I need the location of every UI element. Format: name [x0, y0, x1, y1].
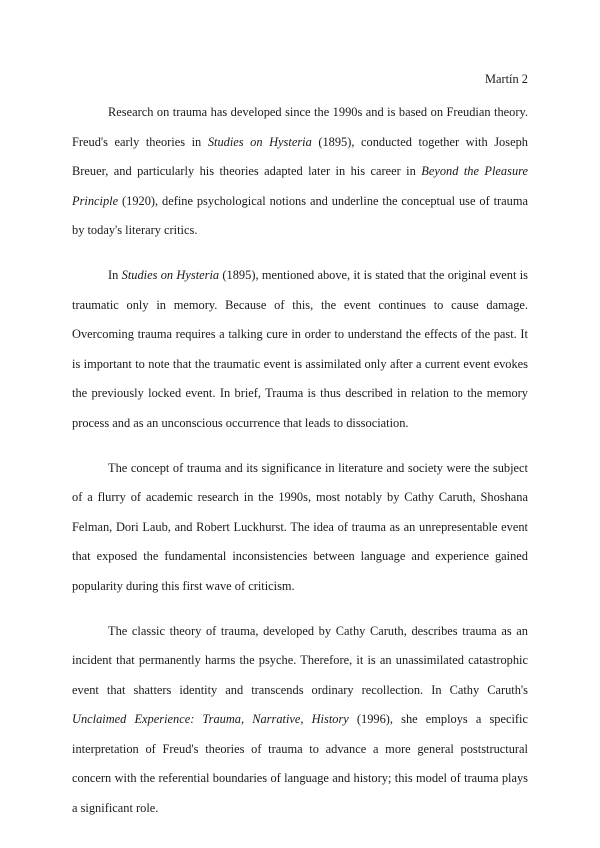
- paragraph-3-text: The concept of trauma and its significance in literature and society were the subject of a flurry of academic research in the 1990s, most notably by Cathy Caruth, Shoshana Felman, Dori Laub, and Robert Luckhurst. The idea of trauma as an unrepresentable event that exposed the fundamental inconsistencies between language and experience gained popularity during this first wave of criticism.: [72, 460, 528, 593]
- body-text: [72, 98, 528, 824]
- paragraph-4-title-unclaimed-experience: Unclaimed Experience: Trauma, Narrative, History: [72, 712, 349, 727]
- paragraph-4: [72, 617, 528, 824]
- paragraph-1-title-studies-on-hysteria: Studies on Hysteria: [207, 134, 312, 149]
- paragraph-2: [72, 261, 528, 439]
- paragraph-1-text: (1895), conducted together with Joseph Breuer, and particularly his theories adapted later in his career in: [72, 134, 528, 179]
- paragraph-1-text: Research on trauma has developed since the 1990s and is based on Freudian theory. Freud's early theories in: [72, 105, 528, 149]
- paragraph-2-title-studies-on-hysteria: Studies on Hysteria: [121, 267, 220, 282]
- running-head: Martín 2: [484, 72, 528, 86]
- paragraph-1: [72, 98, 528, 246]
- paragraph-2-text: In: [108, 267, 122, 282]
- paragraph-4-text: (1996), she employs a specific interpretation of Freud's theories of trauma to advance a more general poststructural concern with the referential boundaries of language and history; this model of trauma plays a significant role.: [72, 712, 529, 816]
- paragraph-1-title-beyond-pleasure-principle: Beyond the Pleasure Principle: [72, 164, 529, 208]
- paragraph-1-text: (1920), define psychological notions and underline the conceptual use of trauma by today's literary critics.: [72, 193, 528, 238]
- paragraph-4-text: The classic theory of trauma, developed by Cathy Caruth, describes trauma as an incident that permanently harms the psyche. Therefore, it is an unassimilated catastrophic event that shatters identity and transcends ordinary recollection. In Cathy Caruth's: [72, 623, 528, 697]
- paragraph-2-text: (1895), mentioned above, it is stated that the original event is traumatic only in memory. Because of this, the event continues to cause damage. Overcoming trauma requires a talking cure in order to understand the effects of the past. It is important to note that the traumatic event is assimilated only after a current event evokes the previously locked event. In brief, Trauma is thus described in relation to the memory process and as an unconscious occurrence that leads to dissociation.: [72, 267, 528, 430]
- paragraph-3: [72, 454, 528, 602]
